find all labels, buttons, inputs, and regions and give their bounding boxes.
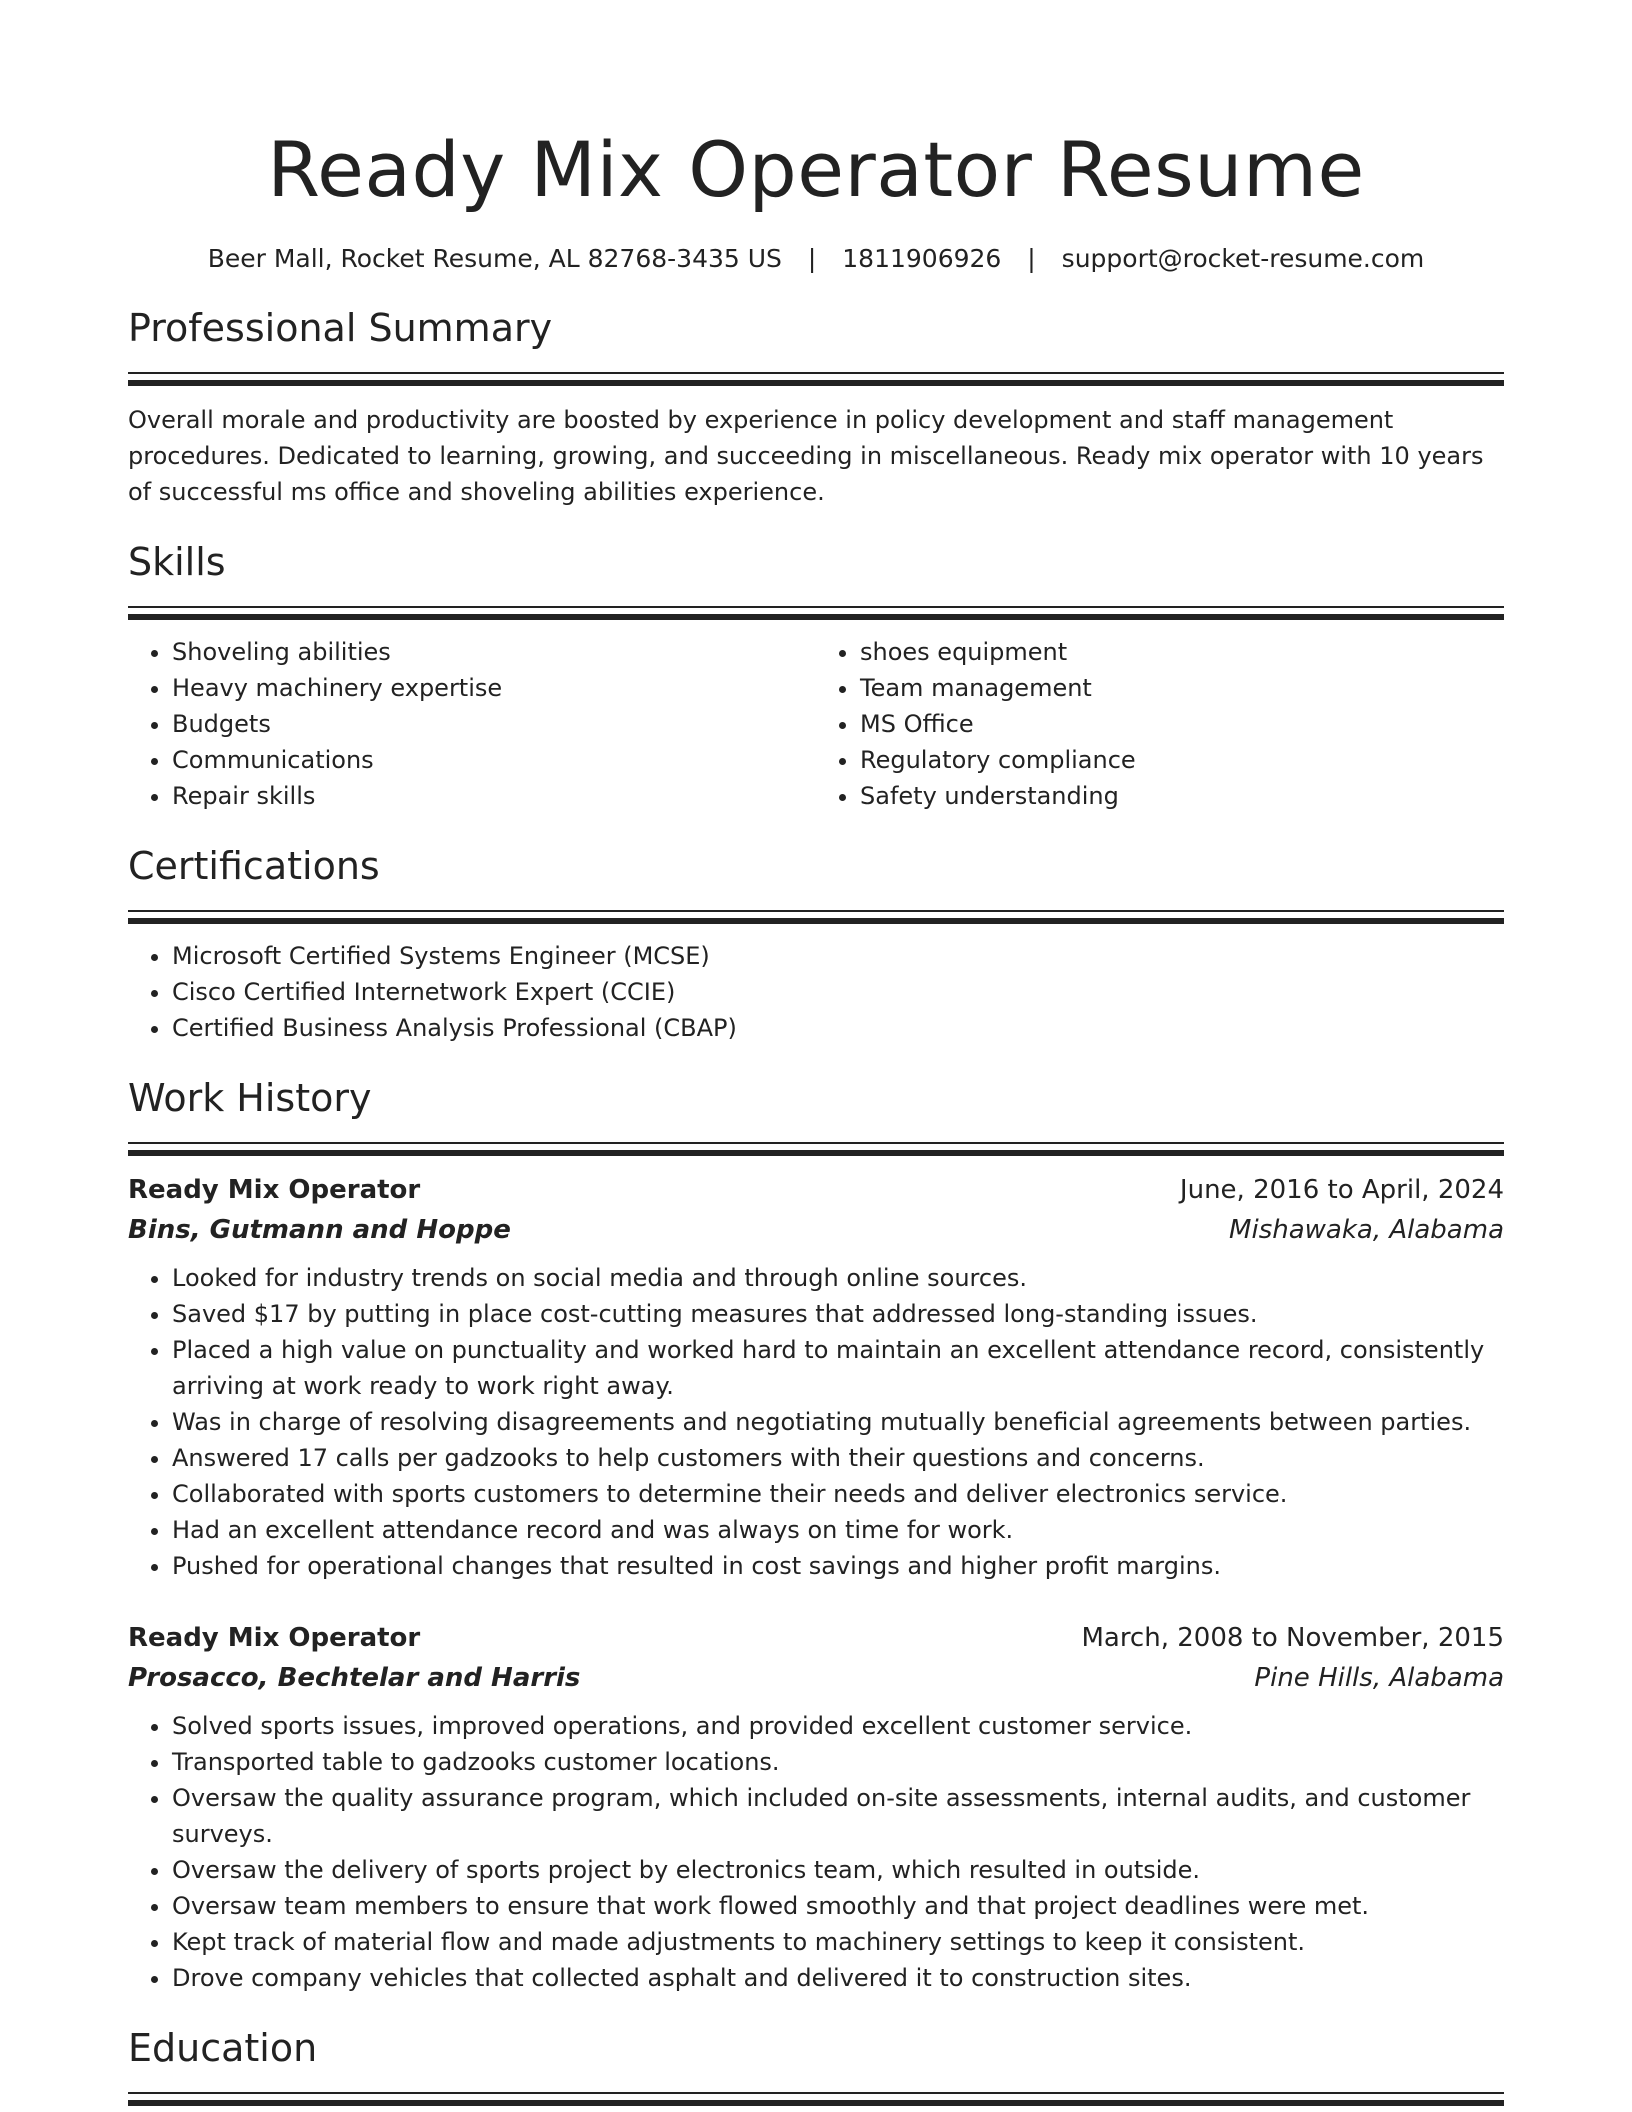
job-location: Pine Hills, Alabama	[1254, 1663, 1504, 1693]
contact-separator: |	[1027, 244, 1036, 273]
contact-email: support@rocket-resume.com	[1061, 244, 1425, 273]
section-title-work-history: Work History	[128, 1076, 372, 1120]
job-duty-item: • Drove company vehicles that collected asphalt and delivered it to construction sites.	[172, 1960, 1504, 1996]
job-duty-item: • Pushed for operational changes that resulted in cost savings and higher profit margins.	[172, 1548, 1504, 1584]
skill-item: • Safety understanding	[860, 778, 1504, 814]
section-divider	[128, 2092, 1504, 2106]
certification-item: • Microsoft Certified Systems Engineer (MCSE)	[172, 938, 1504, 974]
job-duty-item: • Collaborated with sports customers to determine their needs and deliver electronics service.	[172, 1476, 1504, 1512]
contact-phone: 1811906926	[842, 244, 1002, 273]
skill-item: • Shoveling abilities	[172, 634, 816, 670]
education-section	[128, 2024, 1504, 2106]
resume-title: Ready Mix Operator Resume	[267, 125, 1365, 214]
section-divider	[128, 910, 1504, 924]
certifications-list	[128, 938, 1504, 1046]
section-title-certifications: Certifications	[128, 844, 380, 888]
job-duties-list	[128, 1260, 1504, 1584]
section-title-skills: Skills	[128, 540, 226, 584]
skill-item: • Heavy machinery expertise	[172, 670, 816, 706]
job-company-row	[128, 1210, 1504, 1250]
skill-item: • Communications	[172, 742, 816, 778]
skills-section	[128, 538, 1504, 814]
job-duty-item: • Was in charge of resolving disagreements and negotiating mutually beneficial agreements between parties.	[172, 1404, 1504, 1440]
job-company: Bins, Gutmann and Hoppe	[128, 1215, 511, 1245]
job-dates: March, 2008 to November, 2015	[1081, 1623, 1504, 1653]
job-duty-item: • Looked for industry trends on social media and through online sources.	[172, 1260, 1504, 1296]
job-company: Prosacco, Bechtelar and Harris	[128, 1663, 581, 1693]
summary-text: Overall morale and productivity are boosted by experience in policy development and staff management procedures. Dedicated to learning, growing, and succeeding in miscellaneous. Ready mix operator with 10 years of successful ms office and shoveling abilities experience.	[128, 406, 1484, 506]
job-duty-item: • Oversaw team members to ensure that work flowed smoothly and that project deadlines were met.	[172, 1888, 1504, 1924]
job-duty-item: • Answered 17 calls per gadzooks to help customers with their questions and concerns.	[172, 1440, 1504, 1476]
skills-right-list	[816, 634, 1504, 814]
skill-item: • shoes equipment	[860, 634, 1504, 670]
section-title-education: Education	[128, 2026, 318, 2070]
job-duty-item: • Had an excellent attendance record and was always on time for work.	[172, 1512, 1504, 1548]
certification-item: • Certified Business Analysis Professional (CBAP)	[172, 1010, 1504, 1046]
job-duty-item: • Kept track of material flow and made adjustments to machinery settings to keep it consistent.	[172, 1924, 1504, 1960]
job-duty-item: • Oversaw the quality assurance program, which included on-site assessments, internal audits, and customer surveys.	[172, 1780, 1504, 1852]
job-dates: June, 2016 to April, 2024	[1179, 1175, 1504, 1205]
job-duty-item: • Solved sports issues, improved operations, and provided excellent customer service.	[172, 1708, 1504, 1744]
job-entry	[128, 1618, 1504, 1996]
certifications-section	[128, 842, 1504, 1046]
job-duty-item: • Oversaw the delivery of sports project by electronics team, which resulted in outside.	[172, 1852, 1504, 1888]
skill-item: • Budgets	[172, 706, 816, 742]
skills-left-list	[128, 634, 816, 814]
job-company-row	[128, 1658, 1504, 1698]
skill-item: • Repair skills	[172, 778, 816, 814]
skill-item: • Team management	[860, 670, 1504, 706]
certification-item: • Cisco Certified Internetwork Expert (CCIE)	[172, 974, 1504, 1010]
job-header-row	[128, 1618, 1504, 1658]
section-divider	[128, 372, 1504, 386]
section-title-summary: Professional Summary	[128, 306, 553, 350]
work-history-section	[128, 1074, 1504, 1996]
skill-item: • Regulatory compliance	[860, 742, 1504, 778]
job-location: Mishawaka, Alabama	[1229, 1215, 1504, 1245]
contact-line	[128, 242, 1504, 276]
job-entry	[128, 1170, 1504, 1584]
skill-item: • MS Office	[860, 706, 1504, 742]
skills-columns	[128, 620, 1504, 814]
job-duty-item: • Transported table to gadzooks customer locations.	[172, 1744, 1504, 1780]
summary-section	[128, 304, 1504, 510]
job-header-row	[128, 1170, 1504, 1210]
section-divider	[128, 1142, 1504, 1156]
contact-separator: |	[807, 244, 817, 273]
job-duty-item: • Saved $17 by putting in place cost-cutting measures that addressed long-standing issues.	[172, 1296, 1504, 1332]
job-title: Ready Mix Operator	[128, 1175, 421, 1205]
job-title: Ready Mix Operator	[128, 1623, 421, 1653]
contact-address: Beer Mall, Rocket Resume, AL 82768-3435 US	[207, 244, 782, 273]
job-duties-list	[128, 1708, 1504, 1996]
job-duty-item: • Placed a high value on punctuality and worked hard to maintain an excellent attendance record, consistently arriving at work ready to work right away.	[172, 1332, 1504, 1404]
section-divider	[128, 606, 1504, 620]
